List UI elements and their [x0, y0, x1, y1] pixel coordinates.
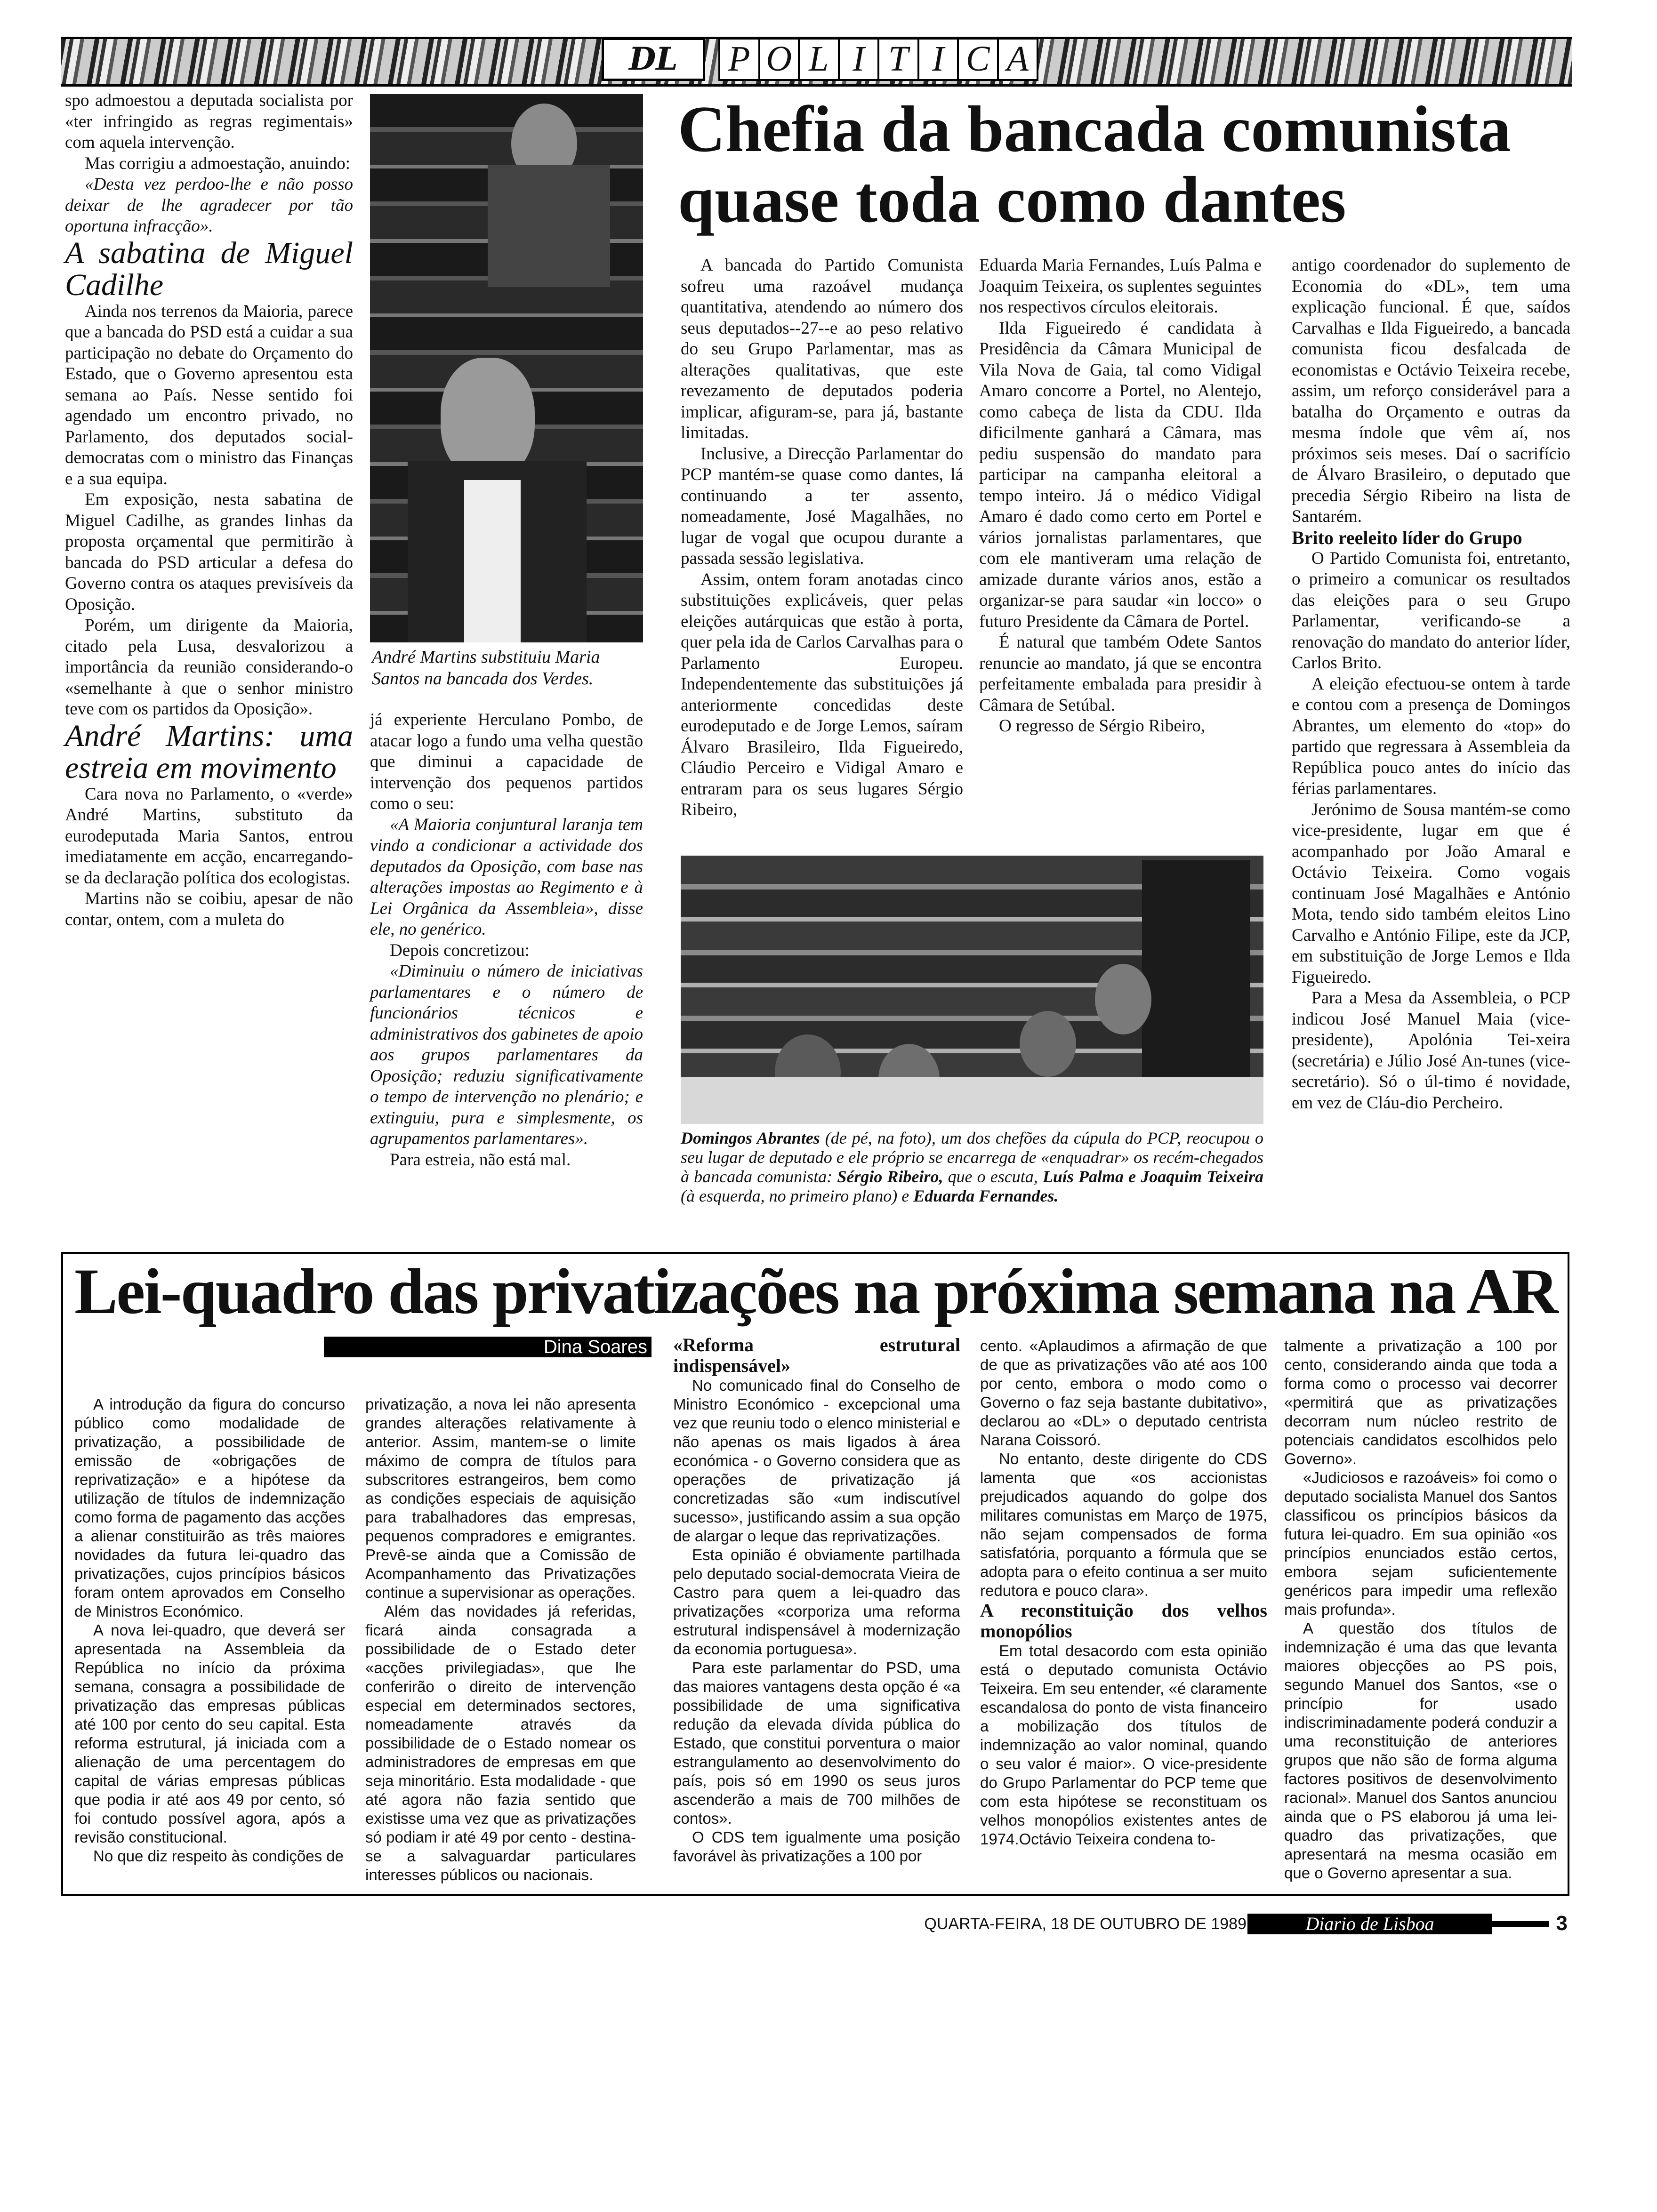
headline-line: quase toda como dantes [678, 163, 1346, 236]
paragraph: É natural que também Odete Santos renuncie ao mandato, já que se encontra perfeitamente embalada para presidir à Câmara de Setúbal. [979, 633, 1262, 715]
caption-name: Domingos Abrantes [681, 1129, 820, 1147]
paragraph: Esta opinião é obviamente partilhada pelo deputado social-democrata Vieira de Castro para quem a lei-quadro das privatizações «corporiza uma reforma estrutural indispensável à modernização da economia portuguesa». [673, 1546, 960, 1658]
paragraph: Cara nova no Parlamento, o «verde» André Martins, substituto da eurodeputada Maria Santos, entrou imediatamente em acção, encarregando-se da declaração política dos ecologistas. [65, 784, 353, 888]
paragraph: «Judiciosos e razoáveis» foi como o deputado socialista Manuel dos Santos classificou os princípios básicos da futura lei-quadro. Em sua opinião «os princípios enunciados estão certos, embora sejam suficientemente genéricos para impedir uma reflexão mais profunda». [1284, 1469, 1557, 1618]
photo-andre-martins [370, 94, 643, 642]
paragraph: No comunicado final do Conselho de Ministro Económico - excepcional uma vez que reuniu todo o elenco ministerial e não apenas os mais ligados à área económica - o Governo considera que as operações de privatização já concretizadas são «um indiscutível sucesso», justificando assim a sua opção de alargar o leque das reprivatizações. [673, 1377, 960, 1545]
headline-line: Chefia da bancada comunista [678, 93, 1511, 166]
section-letter: A [999, 38, 1039, 81]
paragraph: O CDS tem igualmente uma posição favorável às privatizações a 100 por [673, 1828, 960, 1865]
section-title-politica [718, 38, 1038, 81]
paragraph: A bancada do Partido Comunista sofreu uma razoável mudança quantitativa, atendendo ao número dos seus deputados--27--e ao peso relativo do seu Grupo Parlamentar, mas as alterações qualitativas, que este revezamento de deputados poderia implicar, afiguram-se, para já, bastante limitadas. [681, 256, 963, 442]
photo-caption [681, 1129, 1263, 1206]
article2-headline: Lei-quadro das privatizações na próxima semana na AR [74, 1255, 1557, 1327]
article1-column-b [979, 255, 1262, 737]
article2-column-3 [673, 1335, 960, 1866]
article2-column-5 [1284, 1337, 1557, 1883]
paragraph: Depois concretizou: [390, 940, 530, 960]
paragraph: Jerónimo de Sousa mantém-se como vice-presidente, lugar em que é acompanhado por João Amaral e Octávio Teixeira. Como vogais continuam José Magalhães e António Mota, tendo sido também eleitos Lino Carvalho e António Filipe, este da JCP, em substituição de Jorge Lemos e Ilda Figueiredo. [1292, 800, 1570, 987]
caption-name: Luís Palma e Joaquim Teixeira [1042, 1167, 1263, 1186]
paragraph: Para este parlamentar do PSD, uma das maiores vantagens desta opção é «a possibilidade de uma significativa redução da elevada dívida pública do Estado, que constitui porventura o maior estrangulamento ao desenvolvimento do país, pois só em 1990 os seus juros ascenderão a mais de 700 milhões de contos». [673, 1659, 960, 1827]
paragraph: Martins não se coibiu, apesar de não contar, ontem, com a muleta do [65, 889, 353, 930]
paragraph: Em exposição, nesta sabatina de Miguel Cadilhe, as grandes linhas da proposta orçamental que permitirão à bancada do PSD articular a defesa do Governo contra os ataques previsíveis da Oposição. [65, 490, 353, 614]
paragraph: No entanto, deste dirigente do CDS lamenta que «os accionistas prejudicados aquando do golpe dos militares comunistas em Março de 1975, não sejam compensados de forma satisfatória, porquanto a fórmula que se adopta para o efeito continua a ser muito redutora e pouco clara». [980, 1450, 1267, 1599]
paragraph: antigo coordenador do suplemento de Economia do «DL», tem uma explicação funcional. É que, saídos Carvalhas e Ilda Figueiredo, a bancada comunista ficou desfalcada de economistas e Octávio Teixeira recebe, assim, um reforço considerável para a batalha do Orçamento e outras da mesma índole que vêm aí, nos próximos seis meses. Daí o sacrifício de Álvaro Brasileiro, o deputado que precedia Sérgio Ribeiro na lista de Santarém. [1292, 256, 1570, 526]
subheading: Brito reeleito líder do Grupo [1292, 527, 1522, 548]
paragraph: Além das novidades já referidas, ficará ainda consagrada a possibilidade de o Estado deter «acções privilegiadas», que lhe conferirão o direito de intervenção especial em determinados sectores, nomeadamente através da possibilidade de o Estado nomear os administradores de empresas em que seja minoritário. Esta modalidade - que até agora não fazia sentido que existisse uma vez que as privatizações só podiam ir até 49 por cento - destina-se a salvaguardar particulares interesses públicos ou nacionais. [365, 1603, 636, 1883]
caption-name: Eduarda Fernandes. [913, 1186, 1059, 1205]
quote-paragraph: «A Maioria conjuntural laranja tem vindo a condicionar a actividade dos deputados da Oposição, com base nas alterações impostas ao Regimento e à Lei Orgânica da Assembleia», disse ele, no genérico. [370, 815, 643, 939]
paragraph: Ilda Figueiredo é candidata à Presidência da Câmara Municipal de Vila Nova de Gaia, tal como Vidigal Amaro concorre a Portel, no Alentejo, como cabeça de lista da CDU. Ilda dificilmente ganhará a Câmara, mas pediu suspensão do mandato para participar na campanha eleitoral a tempo inteiro. Já o médico Vidigal Amaro é dado como certo em Portel e vários jornalistas parlamentares, que com ele mantiveram uma relação de amizade durante vários anos, estão a organizar-se para saudar «in locco» o futuro Presidente da Câmara de Portel. [979, 318, 1262, 631]
footer-masthead: Diario de Lisboa [1247, 1914, 1492, 1934]
paragraph: talmente a privatização a 100 por cento, considerando ainda que toda a forma como o processo vai decorrer «permitirá que as privatizações decorram num núcleo restrito de potenciais candidatos escolhidos pelo Governo». [1284, 1337, 1557, 1467]
article1-headline [678, 94, 1572, 235]
paragraph: A nova lei-quadro, que deverá ser apresentada na Assembleia da República no início da próxima semana, consagra a possibilidade de privatização das empresas públicas até 100 por cento do seu capital. Esta reforma estrutural, já iniciada com a alienação de uma percentagem do capital de várias empresas públicas que podia ir até aos 49 por cento, só foi contudo possível agora, após a revisão constitucional. [74, 1621, 345, 1846]
section-letter: C [959, 38, 999, 81]
paragraph: Assim, ontem foram anotadas cinco substituições explicáveis, quer pelas eleições autárquicas que estão à porta, quer pela ida de Carlos Carvalhas para o Parlamento Europeu. Independentemente das substituições já anteriormente concedidas deste eurodeputado e de Jorge Lemos, saíram Álvaro Brasileiro, Ilda Figueiredo, Cláudio Perceiro e Vidigal Amaro e entraram para os seus lugares Sérgio Ribeiro, [681, 569, 963, 819]
article1-left-column [65, 90, 353, 930]
section-letter: L [800, 38, 840, 81]
footer-date: QUARTA-FEIRA, 18 DE OUTUBRO DE 1989 [924, 1915, 1247, 1933]
article2-column-1 [74, 1395, 345, 1866]
footer-rule [1492, 1921, 1549, 1927]
page-number: 3 [1556, 1912, 1568, 1935]
byline: Dina Soares [543, 1337, 647, 1357]
paragraph: O regresso de Sérgio Ribeiro, [999, 716, 1206, 736]
caption-text: que o escuta, [943, 1167, 1043, 1186]
paragraph: cento. «Aplaudimos a afirmação de que de que as privatizações vão até aos 100 por cento, embora o modo como o Governo o faz seja bastante dubitativo», declarou ao «DL» o deputado centrista Narana Coissoró. [980, 1337, 1267, 1449]
quote-paragraph: «Desta vez perdoo-lhe e não posso deixar de lhe agradecer por tão oportuna infracção». [65, 175, 353, 236]
section-letter: I [919, 38, 959, 81]
paragraph: Inclusive, a Direcção Parlamentar do PCP mantém-se quase como dantes, lá continuando a ter assento, nomeadamente, José Magalhães, no lugar de vogal que ocupou durante a passada sessão legislativa. [681, 444, 963, 568]
paragraph: Ainda nos terrenos da Maioria, parece que a bancada do PSD está a cuidar a sua participação no debate do Orçamento do Estado, que o Governo apresentou esta semana ao País. Nesse sentido foi agendado um encontro privado, no Parlamento, dos deputados social-democratas com o ministro das Finanças e a sua equipa. [65, 301, 353, 489]
article1-column-a [681, 255, 963, 821]
logo-dl: DL [602, 38, 705, 81]
article2-column-2 [365, 1395, 636, 1884]
section-letter: T [879, 38, 919, 81]
paragraph: Em total desacordo com esta opinião está o deputado comunista Octávio Teixeira. Em seu entender, «é claramente escandalosa do ponto de vista financeiro a mobilização dos títulos de indemnização ao valor nominal, quando o seu valor é maior». O vice-presidente do Grupo Parlamentar do PCP teme que com esta hipótese se reconstituam os velhos monopólios existentes antes de 1974.Octávio Teixeira condena to- [980, 1642, 1267, 1848]
paragraph: Porém, um dirigente da Maioria, citado pela Lusa, desvalorizou a importância da reunião considerando-o «semelhante à que o senhor ministro teve com os partidos da Oposição». [65, 616, 353, 719]
paragraph: spo admoestou a deputada socialista por «ter infringido as regras regimentais» com aquela intervenção. [65, 91, 353, 152]
article1-middle-column [370, 710, 643, 1170]
caption-text: (à esquerda, no primeiro plano) e [681, 1186, 914, 1205]
paragraph: A introdução da figura do concurso público como modalidade de privatização, a possibilidade de emissão de «obrigações de reprivatização» e a hipótese da utilização de títulos de indemnização como forma de pagamento das acções a alienar constituirão as três maiores novidades da futura lei-quadro das privatizações, cujos princípios básicos foram ontem aprovados em Conselho de Ministros Económico. [74, 1395, 345, 1620]
paragraph: Para a Mesa da Assembleia, o PCP indicou José Manuel Maia (vice-presidente), Apolónia Tei-xeira (secretária) e Júlio José An-tunes (vice-secretário). Só o úl-timo é novidade, em vez de Cláu-dio Percheiro. [1292, 988, 1570, 1113]
paragraph: A eleição efectuou-se ontem à tarde e contou com a presença de Domingos Abrantes, um elemento do «top» do partido que regressara à Assembleia da República pouco antes do início das férias parlamentares. [1292, 674, 1570, 798]
paragraph: já experiente Herculano Pombo, de atacar logo a fundo uma velha questão que diminui a capacidade de intervenção dos pequenos partidos como o seu: [370, 710, 643, 813]
article1-column-c [1292, 255, 1570, 1114]
paragraph: O Partido Comunista foi, entretanto, o primeiro a comunicar os resultados das eleições para o seu Grupo Parlamentar, verificando-se a renovação do mandato do anterior líder, Carlos Brito. [1292, 548, 1570, 673]
quote-paragraph: «Diminuiu o número de iniciativas parlamentares e o número de funcionários técnicos e administrativos dos gabinetes de apoio aos grupos parlamentares da Oposição; reduziu significativamente o tempo de intervenção no plenário; e extinguiu, pura e simplesmente, os agrupamentos parlamentares». [370, 962, 643, 1148]
subheading: André Martins: uma estreia em movimento [65, 718, 353, 785]
paragraph: Para estreia, não está mal. [390, 1150, 571, 1170]
subheading: A sabatina de Miguel Cadilhe [65, 235, 353, 302]
section-letter: O [760, 38, 800, 81]
paragraph: A questão dos títulos de indemnização é uma das que levanta maiores objecções ao PS pois, segundo Manuel dos Santos, «se o princípio for usado indiscriminadamente poderá conduzir a uma reconstituição de anteriores grupos que não são de forma alguma factores positivos de desenvolvimento racional». Manuel dos Santos anunciou ainda que o PS elaborou já uma lei-quadro das privatizações, que apresentará na mesma ocasião em que o Governo apresentar a sua. [1284, 1619, 1557, 1882]
subheading: «Reforma estrutural indispensável» [673, 1334, 960, 1376]
paragraph: No que diz respeito às condições de [93, 1847, 344, 1865]
paragraph: Mas corrigiu a admoestação, anuindo: [85, 153, 351, 173]
caption-text: (de pé, na foto), um dos chefões da cúpula do PCP, reocupou o seu lugar de deputado e ele próprio se encarrega de «enquadrar» os recém-chegados à bancada comunista: [681, 1129, 1263, 1186]
section-letter: P [718, 38, 760, 81]
photo-domingos-abrantes [681, 856, 1263, 1124]
caption-name: Sérgio Ribeiro, [837, 1167, 943, 1186]
subheading: A reconstituição dos velhos monopólios [980, 1600, 1267, 1642]
photo-caption: André Martins substituiu Maria Santos na bancada dos Verdes. [372, 647, 600, 689]
article2-column-4 [980, 1337, 1267, 1849]
section-letter: I [840, 38, 880, 81]
paragraph: Eduarda Maria Fernandes, Luís Palma e Joaquim Teixeira, os suplentes seguintes nos respectivos círculos eleitorais. [979, 256, 1262, 317]
paragraph: privatização, a nova lei não apresenta grandes alterações relativamente à anterior. Assim, mantem-se o limite máximo de compra de títulos para subscritores estrangeiros, bem como as condições especiais de aquisição para trabalhadores das empresas, pequenos compradores e emigrantes. Prevê-se ainda que a Comissão de Acompanhamento das Privatizações continue a supervisionar as operações. [365, 1395, 636, 1601]
